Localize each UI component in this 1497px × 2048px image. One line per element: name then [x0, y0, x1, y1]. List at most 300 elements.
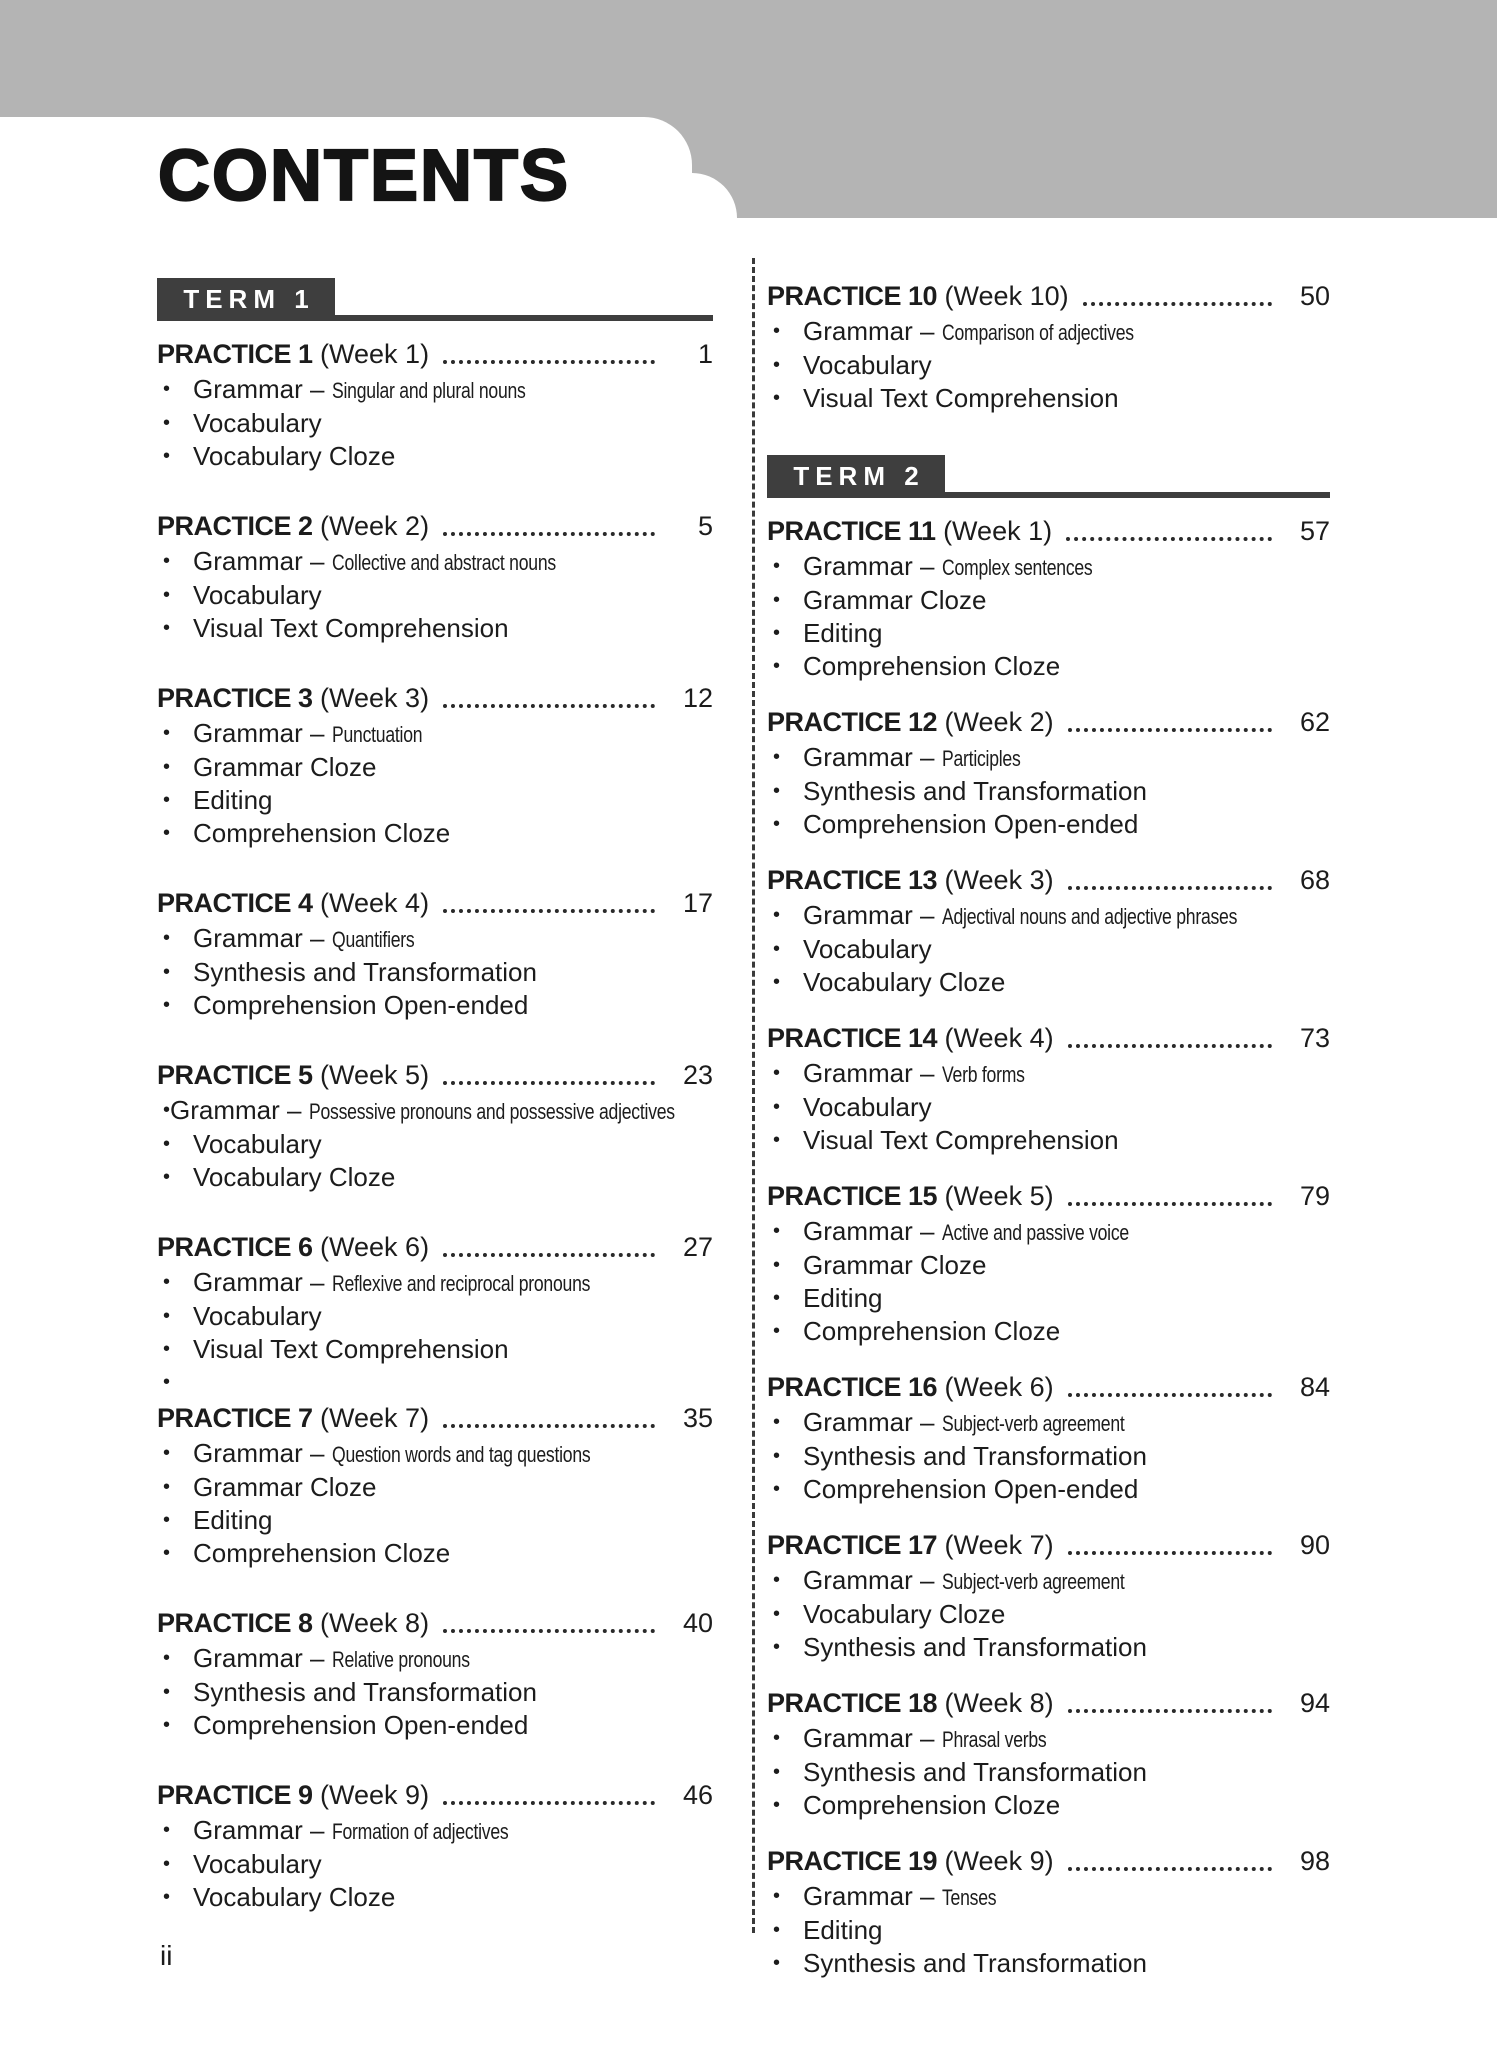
dotted-leader — [1068, 1551, 1272, 1555]
toc-entry — [767, 1019, 1330, 1157]
practice-label: PRACTICE 3 — [157, 683, 313, 713]
bullet-icon: • — [773, 1761, 781, 1783]
dotted-leader — [1066, 537, 1272, 541]
toc-entry-heading — [157, 1604, 713, 1642]
bullet-text: Visual Text Comprehension — [803, 383, 1119, 413]
toc-bullet-item — [157, 407, 713, 440]
bullet-text: Synthesis and Transformation — [803, 1632, 1147, 1662]
bullet-icon: • — [163, 927, 171, 949]
toc-bullet-item — [157, 1161, 713, 1194]
toc-bullet-item — [767, 1473, 1330, 1506]
bullet-icon: • — [163, 1166, 171, 1188]
bullet-icon: • — [773, 1411, 781, 1433]
page-number: 1 — [697, 339, 713, 369]
bullet-text: Comprehension Cloze — [803, 1316, 1061, 1346]
bullet-text: Grammar – Punctuation — [193, 717, 445, 751]
bullet-text-condensed: Participles — [941, 746, 1021, 771]
practice-label: PRACTICE 16 — [767, 1372, 938, 1402]
page-number: 79 — [1299, 1181, 1330, 1211]
toc-bullet-item — [767, 1631, 1330, 1664]
bullet-icon: • — [773, 904, 781, 926]
bullet-icon: • — [163, 1819, 171, 1841]
toc-entry — [157, 679, 713, 850]
practice-label: PRACTICE 7 — [157, 1403, 313, 1433]
page-number: 17 — [682, 888, 713, 918]
toc-entry — [767, 512, 1330, 683]
bullet-text: Vocabulary — [193, 1129, 322, 1159]
bullet-text: Grammar – Singular and plural nouns — [193, 373, 574, 407]
term-1-label: TERM 1 — [157, 278, 335, 321]
dotted-leader — [443, 1253, 655, 1257]
toc-bullet-item — [767, 1564, 1330, 1598]
page-number: 5 — [697, 511, 713, 541]
bullet-icon: • — [163, 756, 171, 778]
page-number: 68 — [1299, 865, 1330, 895]
practice-label: PRACTICE 19 — [767, 1846, 938, 1876]
page-number: 73 — [1299, 1023, 1330, 1053]
bullet-icon: • — [163, 961, 171, 983]
bullet-icon: • — [773, 320, 781, 342]
folio-page-number: ii — [160, 1940, 173, 1971]
bullet-text: Editing — [803, 1283, 883, 1313]
bullet-text: Grammar – Tenses — [803, 1880, 1010, 1914]
week-label: (Week 4) — [312, 888, 430, 918]
week-label: (Week 2) — [312, 511, 430, 541]
practice-week-title — [767, 1177, 1054, 1215]
bullet-text-condensed: Tenses — [941, 1885, 997, 1910]
bullet-icon: • — [163, 789, 171, 811]
practice-label: PRACTICE 4 — [157, 888, 313, 918]
bullet-icon: • — [163, 1647, 171, 1669]
bullet-text: Vocabulary Cloze — [803, 1599, 1006, 1629]
bullet-text: Grammar – Verb forms — [803, 1057, 1045, 1091]
page-number: 98 — [1299, 1846, 1330, 1876]
bullet-text: Vocabulary — [803, 934, 932, 964]
bullet-icon: • — [773, 1254, 781, 1276]
bullet-text: Comprehension Cloze — [803, 651, 1061, 681]
practice-label: PRACTICE 14 — [767, 1023, 938, 1053]
toc-bullet-item — [157, 1471, 713, 1504]
dotted-leader — [1068, 728, 1272, 732]
bullet-text: Vocabulary — [193, 1301, 322, 1331]
toc-bullet-item — [157, 1709, 713, 1742]
page-title: CONTENTS — [158, 136, 570, 216]
term-2-label: TERM 2 — [767, 455, 945, 498]
week-label: (Week 9) — [937, 1846, 1054, 1876]
bullet-text: Comprehension Cloze — [193, 1538, 451, 1568]
bullet-text: Vocabulary — [803, 350, 932, 380]
week-label: (Week 2) — [937, 707, 1054, 737]
practice-label: PRACTICE 1 — [157, 339, 313, 369]
bullet-text-condensed: Active and passive voice — [941, 1220, 1129, 1245]
bullet-icon: • — [773, 1603, 781, 1625]
practice-week-title — [767, 1842, 1054, 1880]
bullet-text: Grammar – Reflexive and reciprocal pronouns — [193, 1266, 654, 1300]
practice-label: PRACTICE 8 — [157, 1608, 313, 1638]
bullet-text-condensed: Quantifiers — [331, 927, 415, 952]
bullet-text-condensed: Verb forms — [941, 1062, 1025, 1087]
bullet-text: Grammar – Possessive pronouns and possessive adjectives — [170, 1094, 766, 1128]
practice-label: PRACTICE 13 — [767, 865, 938, 895]
practice-week-title — [157, 884, 429, 922]
page-number: 35 — [682, 1403, 713, 1433]
bullet-icon: • — [773, 1919, 781, 1941]
dotted-leader — [1068, 1709, 1272, 1713]
bullet-text-condensed: Relative pronouns — [331, 1647, 470, 1672]
toc-bullet-item — [157, 440, 713, 473]
toc-bullet-item — [767, 966, 1330, 999]
bullet-text: Vocabulary Cloze — [193, 1162, 396, 1192]
bullet-text: Grammar Cloze — [803, 1250, 987, 1280]
practice-week-title — [157, 1228, 429, 1266]
bullet-icon: • — [773, 1794, 781, 1816]
practice-week-title — [767, 703, 1054, 741]
toc-bullet-item — [157, 1848, 713, 1881]
bullet-text: Visual Text Comprehension — [193, 1334, 509, 1364]
toc-bullet-item — [767, 808, 1330, 841]
toc-bullet-item — [157, 1642, 713, 1676]
page-number: 40 — [682, 1608, 713, 1638]
toc-bullet-item — [157, 545, 713, 579]
toc-bullet-item — [157, 1366, 713, 1399]
term-1-header — [157, 278, 713, 321]
toc-entry-heading — [767, 512, 1330, 550]
toc-entry — [767, 1177, 1330, 1348]
week-label: (Week 6) — [312, 1232, 430, 1262]
bullet-icon: • — [163, 1371, 171, 1393]
toc-bullet-item — [767, 1880, 1330, 1914]
bullet-text: Comprehension Open-ended — [803, 1474, 1139, 1504]
toc-entry — [767, 277, 1330, 415]
week-label: (Week 7) — [312, 1403, 430, 1433]
bullet-icon: • — [773, 813, 781, 835]
toc-bullet-item — [157, 817, 713, 850]
week-label: (Week 5) — [312, 1060, 430, 1090]
toc-entry — [767, 1684, 1330, 1822]
practice-week-title — [767, 1526, 1054, 1564]
toc-bullet-item — [157, 956, 713, 989]
bullet-icon: • — [773, 938, 781, 960]
toc-bullet-item — [767, 617, 1330, 650]
bullet-icon: • — [163, 1853, 171, 1875]
bullet-icon: • — [773, 622, 781, 644]
practice-label: PRACTICE 18 — [767, 1688, 938, 1718]
bullet-text: Editing — [803, 618, 883, 648]
toc-bullet-item — [157, 612, 713, 645]
toc-entry-heading — [767, 1019, 1330, 1057]
toc-entry — [157, 507, 713, 645]
toc-bullet-item — [767, 315, 1330, 349]
toc-entry — [157, 1399, 713, 1570]
bullet-text: Grammar – Complex sentences — [803, 550, 1130, 584]
practice-week-title — [767, 277, 1069, 315]
bullet-icon: • — [163, 1442, 171, 1464]
bullet-text: Synthesis and Transformation — [193, 1677, 537, 1707]
toc-bullet-item — [767, 933, 1330, 966]
week-label: (Week 5) — [937, 1181, 1054, 1211]
toc-entry — [767, 1368, 1330, 1506]
toc-bullet-item — [157, 1094, 713, 1128]
bullet-text-condensed: Subject-verb agreement — [941, 1411, 1125, 1436]
bullet-text: Grammar – Subject-verb agreement — [803, 1564, 1170, 1598]
bullet-icon: • — [773, 1727, 781, 1749]
bullet-text-condensed: Collective and abstract nouns — [331, 550, 556, 575]
bullet-icon: • — [773, 1062, 781, 1084]
bullet-text-condensed: Punctuation — [331, 722, 423, 747]
bullet-text: Vocabulary — [193, 1849, 322, 1879]
dotted-leader — [1068, 886, 1272, 890]
bullet-text: Vocabulary Cloze — [803, 967, 1006, 997]
toc-bullet-item — [767, 1215, 1330, 1249]
bullet-icon: • — [773, 1220, 781, 1242]
toc-entry — [157, 335, 713, 473]
practice-week-title — [767, 861, 1054, 899]
toc-entry-heading — [767, 1842, 1330, 1880]
bullet-icon: • — [773, 354, 781, 376]
toc-bullet-item — [767, 899, 1330, 933]
practice-label: PRACTICE 9 — [157, 1780, 313, 1810]
bullet-text: Grammar – Collective and abstract nouns — [193, 545, 612, 579]
toc-bullet-item — [157, 1300, 713, 1333]
bullet-icon: • — [163, 1133, 171, 1155]
bullet-text-condensed: Subject-verb agreement — [941, 1569, 1125, 1594]
week-label: (Week 10) — [937, 281, 1069, 311]
page-number: 50 — [1299, 281, 1330, 311]
toc-bullet-item — [157, 989, 713, 1022]
bullet-icon: • — [163, 412, 171, 434]
bullet-text-condensed: Phrasal verbs — [941, 1727, 1047, 1752]
bullet-text: Grammar – Question words and tag questions — [193, 1437, 655, 1471]
toc-bullet-item — [767, 1914, 1330, 1947]
bullet-icon: • — [163, 550, 171, 572]
practice-label: PRACTICE 5 — [157, 1060, 313, 1090]
bullet-text: Synthesis and Transformation — [193, 957, 537, 987]
bullet-text: Comprehension Cloze — [193, 818, 451, 848]
toc-bullet-item — [157, 1266, 713, 1300]
bullet-icon: • — [163, 445, 171, 467]
bullet-icon: • — [163, 1509, 171, 1531]
bullet-text: Comprehension Open-ended — [803, 809, 1139, 839]
practice-label: PRACTICE 10 — [767, 281, 938, 311]
toc-entry — [157, 1228, 713, 1399]
practice-week-title — [157, 679, 429, 717]
toc-entry — [157, 1604, 713, 1742]
bullet-text-condensed: Adjectival nouns and adjective phrases — [941, 904, 1237, 929]
practice-label: PRACTICE 2 — [157, 511, 313, 541]
week-label: (Week 3) — [937, 865, 1054, 895]
bullet-icon: • — [163, 722, 171, 744]
toc-bullet-item — [767, 1091, 1330, 1124]
toc-entry-heading — [157, 1228, 713, 1266]
practice-week-title — [157, 507, 429, 545]
week-label: (Week 6) — [937, 1372, 1054, 1402]
dotted-leader — [1068, 1044, 1272, 1048]
toc-entry — [767, 1526, 1330, 1664]
toc-entry-heading — [767, 1526, 1330, 1564]
week-label: (Week 7) — [937, 1530, 1054, 1560]
practice-week-title — [767, 512, 1052, 550]
bullet-icon: • — [163, 994, 171, 1016]
bullet-text: Grammar – Subject-verb agreement — [803, 1406, 1170, 1440]
toc-bullet-item — [157, 1437, 713, 1471]
bullet-text: Grammar – Active and passive voice — [803, 1215, 1175, 1249]
toc-bullet-item — [767, 1124, 1330, 1157]
toc-bullet-item — [767, 382, 1330, 415]
bullet-text: Grammar – Quantifiers — [193, 922, 435, 956]
toc-entry — [767, 703, 1330, 841]
week-label: (Week 1) — [312, 339, 430, 369]
toc-entry-heading — [767, 1684, 1330, 1722]
toc-entry-heading — [157, 1399, 713, 1437]
bullet-text: Grammar Cloze — [193, 1472, 377, 1502]
toc-entry — [157, 1776, 713, 1914]
page-number: 57 — [1299, 516, 1330, 546]
toc-bullet-item — [767, 1440, 1330, 1473]
practice-label: PRACTICE 15 — [767, 1181, 938, 1211]
bullet-icon: • — [773, 589, 781, 611]
term-1-entries — [157, 335, 713, 1914]
toc-bullet-item — [157, 1676, 713, 1709]
toc-entry-heading — [767, 703, 1330, 741]
dotted-leader — [443, 360, 655, 364]
toc-bullet-item — [157, 1504, 713, 1537]
dotted-leader — [443, 704, 655, 708]
bullet-text: Visual Text Comprehension — [803, 1125, 1119, 1155]
bullet-text: Grammar Cloze — [193, 752, 377, 782]
bullet-text: Vocabulary Cloze — [193, 441, 396, 471]
toc-entry-heading — [767, 1177, 1330, 1215]
toc-bullet-item — [157, 751, 713, 784]
bullet-icon: • — [163, 1681, 171, 1703]
bullet-text: Grammar – Adjectival nouns and adjective phrases — [803, 899, 1311, 933]
bullet-icon: • — [773, 1569, 781, 1591]
bullet-text: Grammar – Formation of adjectives — [193, 1814, 552, 1848]
toc-entry-heading — [767, 861, 1330, 899]
toc-entry-heading — [157, 1056, 713, 1094]
bullet-text-condensed: Reflexive and reciprocal pronouns — [331, 1271, 590, 1296]
practice-week-title — [767, 1684, 1054, 1722]
toc-bullet-item — [767, 650, 1330, 683]
bullet-text: Synthesis and Transformation — [803, 1948, 1147, 1978]
bullet-text: Vocabulary — [193, 408, 322, 438]
bullet-text: Grammar – Relative pronouns — [193, 1642, 504, 1676]
bullet-text: Synthesis and Transformation — [803, 776, 1147, 806]
dotted-leader — [1068, 1867, 1272, 1871]
bullet-icon: • — [773, 1885, 781, 1907]
bullet-text-condensed: Comparison of adjectives — [941, 320, 1134, 345]
bullet-icon: • — [163, 584, 171, 606]
bullet-text: Grammar – Phrasal verbs — [803, 1722, 1072, 1756]
page-number: 46 — [682, 1780, 713, 1810]
bullet-icon: • — [163, 1476, 171, 1498]
toc-bullet-item — [157, 1881, 713, 1914]
toc-bullet-item — [157, 373, 713, 407]
practice-week-title — [157, 1776, 429, 1814]
practice-week-title — [157, 1604, 429, 1642]
bullet-icon: • — [773, 1129, 781, 1151]
toc-entry — [157, 884, 713, 1022]
bullet-icon: • — [163, 378, 171, 400]
dotted-leader — [443, 1629, 655, 1633]
toc-bullet-item — [767, 1756, 1330, 1789]
bullet-icon: • — [163, 1338, 171, 1360]
bullet-icon: • — [773, 1636, 781, 1658]
week-label: (Week 4) — [937, 1023, 1054, 1053]
page-number: 84 — [1299, 1372, 1330, 1402]
week-label: (Week 8) — [937, 1688, 1054, 1718]
toc-column-right — [767, 255, 1330, 1980]
practice-week-title — [157, 335, 429, 373]
practice-label: PRACTICE 17 — [767, 1530, 938, 1560]
toc-bullet-item — [767, 1947, 1330, 1980]
toc-column-left — [157, 255, 713, 1914]
toc-bullet-item — [767, 584, 1330, 617]
bullet-text: Comprehension Open-ended — [193, 1710, 529, 1740]
toc-bullet-item — [157, 1128, 713, 1161]
toc-bullet-item — [767, 1598, 1330, 1631]
toc-entry-heading — [157, 507, 713, 545]
bullet-icon: • — [773, 971, 781, 993]
bullet-text: Visual Text Comprehension — [193, 613, 509, 643]
toc-bullet-item — [157, 717, 713, 751]
toc-bullet-item — [767, 1249, 1330, 1282]
bullet-icon: • — [163, 1305, 171, 1327]
bullet-text: Grammar – Comparison of adjectives — [803, 315, 1182, 349]
bullet-text-condensed: Formation of adjectives — [331, 1819, 509, 1844]
term-2-entries — [767, 512, 1330, 1980]
practice-week-title — [767, 1368, 1054, 1406]
bullet-text-condensed: Possessive pronouns and possessive adjectives — [308, 1099, 675, 1124]
week-label: (Week 9) — [312, 1780, 430, 1810]
bullet-text: Synthesis and Transformation — [803, 1757, 1147, 1787]
toc-entry-heading — [767, 277, 1330, 315]
week-label: (Week 8) — [312, 1608, 430, 1638]
bullet-icon: • — [773, 1320, 781, 1342]
toc-bullet-item — [157, 1814, 713, 1848]
toc-bullet-item — [157, 1333, 713, 1366]
bullet-text: Grammar Cloze — [803, 585, 987, 615]
bullet-icon: • — [773, 780, 781, 802]
bullet-icon: • — [773, 1445, 781, 1467]
bullet-text: Vocabulary — [193, 580, 322, 610]
bullet-text: Comprehension Cloze — [803, 1790, 1061, 1820]
toc-bullet-item — [767, 349, 1330, 382]
toc-bullet-item — [767, 1406, 1330, 1440]
toc-bullet-item — [767, 741, 1330, 775]
dotted-leader — [1068, 1393, 1272, 1397]
bullet-icon: • — [163, 1542, 171, 1564]
bullet-text: Vocabulary Cloze — [193, 1882, 396, 1912]
toc-entry — [767, 1842, 1330, 1980]
practice-week-title — [157, 1399, 429, 1437]
dotted-leader — [443, 1081, 655, 1085]
toc-entry — [767, 861, 1330, 999]
toc-bullet-item — [767, 1057, 1330, 1091]
bullet-text-condensed: Complex sentences — [941, 555, 1093, 580]
toc-entry-heading — [157, 679, 713, 717]
toc-bullet-item — [767, 1315, 1330, 1348]
practice-label: PRACTICE 6 — [157, 1232, 313, 1262]
toc-bullet-item — [767, 1789, 1330, 1822]
page-number: 23 — [682, 1060, 713, 1090]
bullet-icon: • — [163, 1099, 171, 1121]
bullet-text-condensed: Singular and plural nouns — [331, 378, 526, 403]
bullet-icon: • — [773, 1478, 781, 1500]
toc-bullet-item — [157, 579, 713, 612]
bullet-icon: • — [773, 1287, 781, 1309]
toc-bullet-item — [157, 784, 713, 817]
dotted-leader — [443, 1801, 655, 1805]
